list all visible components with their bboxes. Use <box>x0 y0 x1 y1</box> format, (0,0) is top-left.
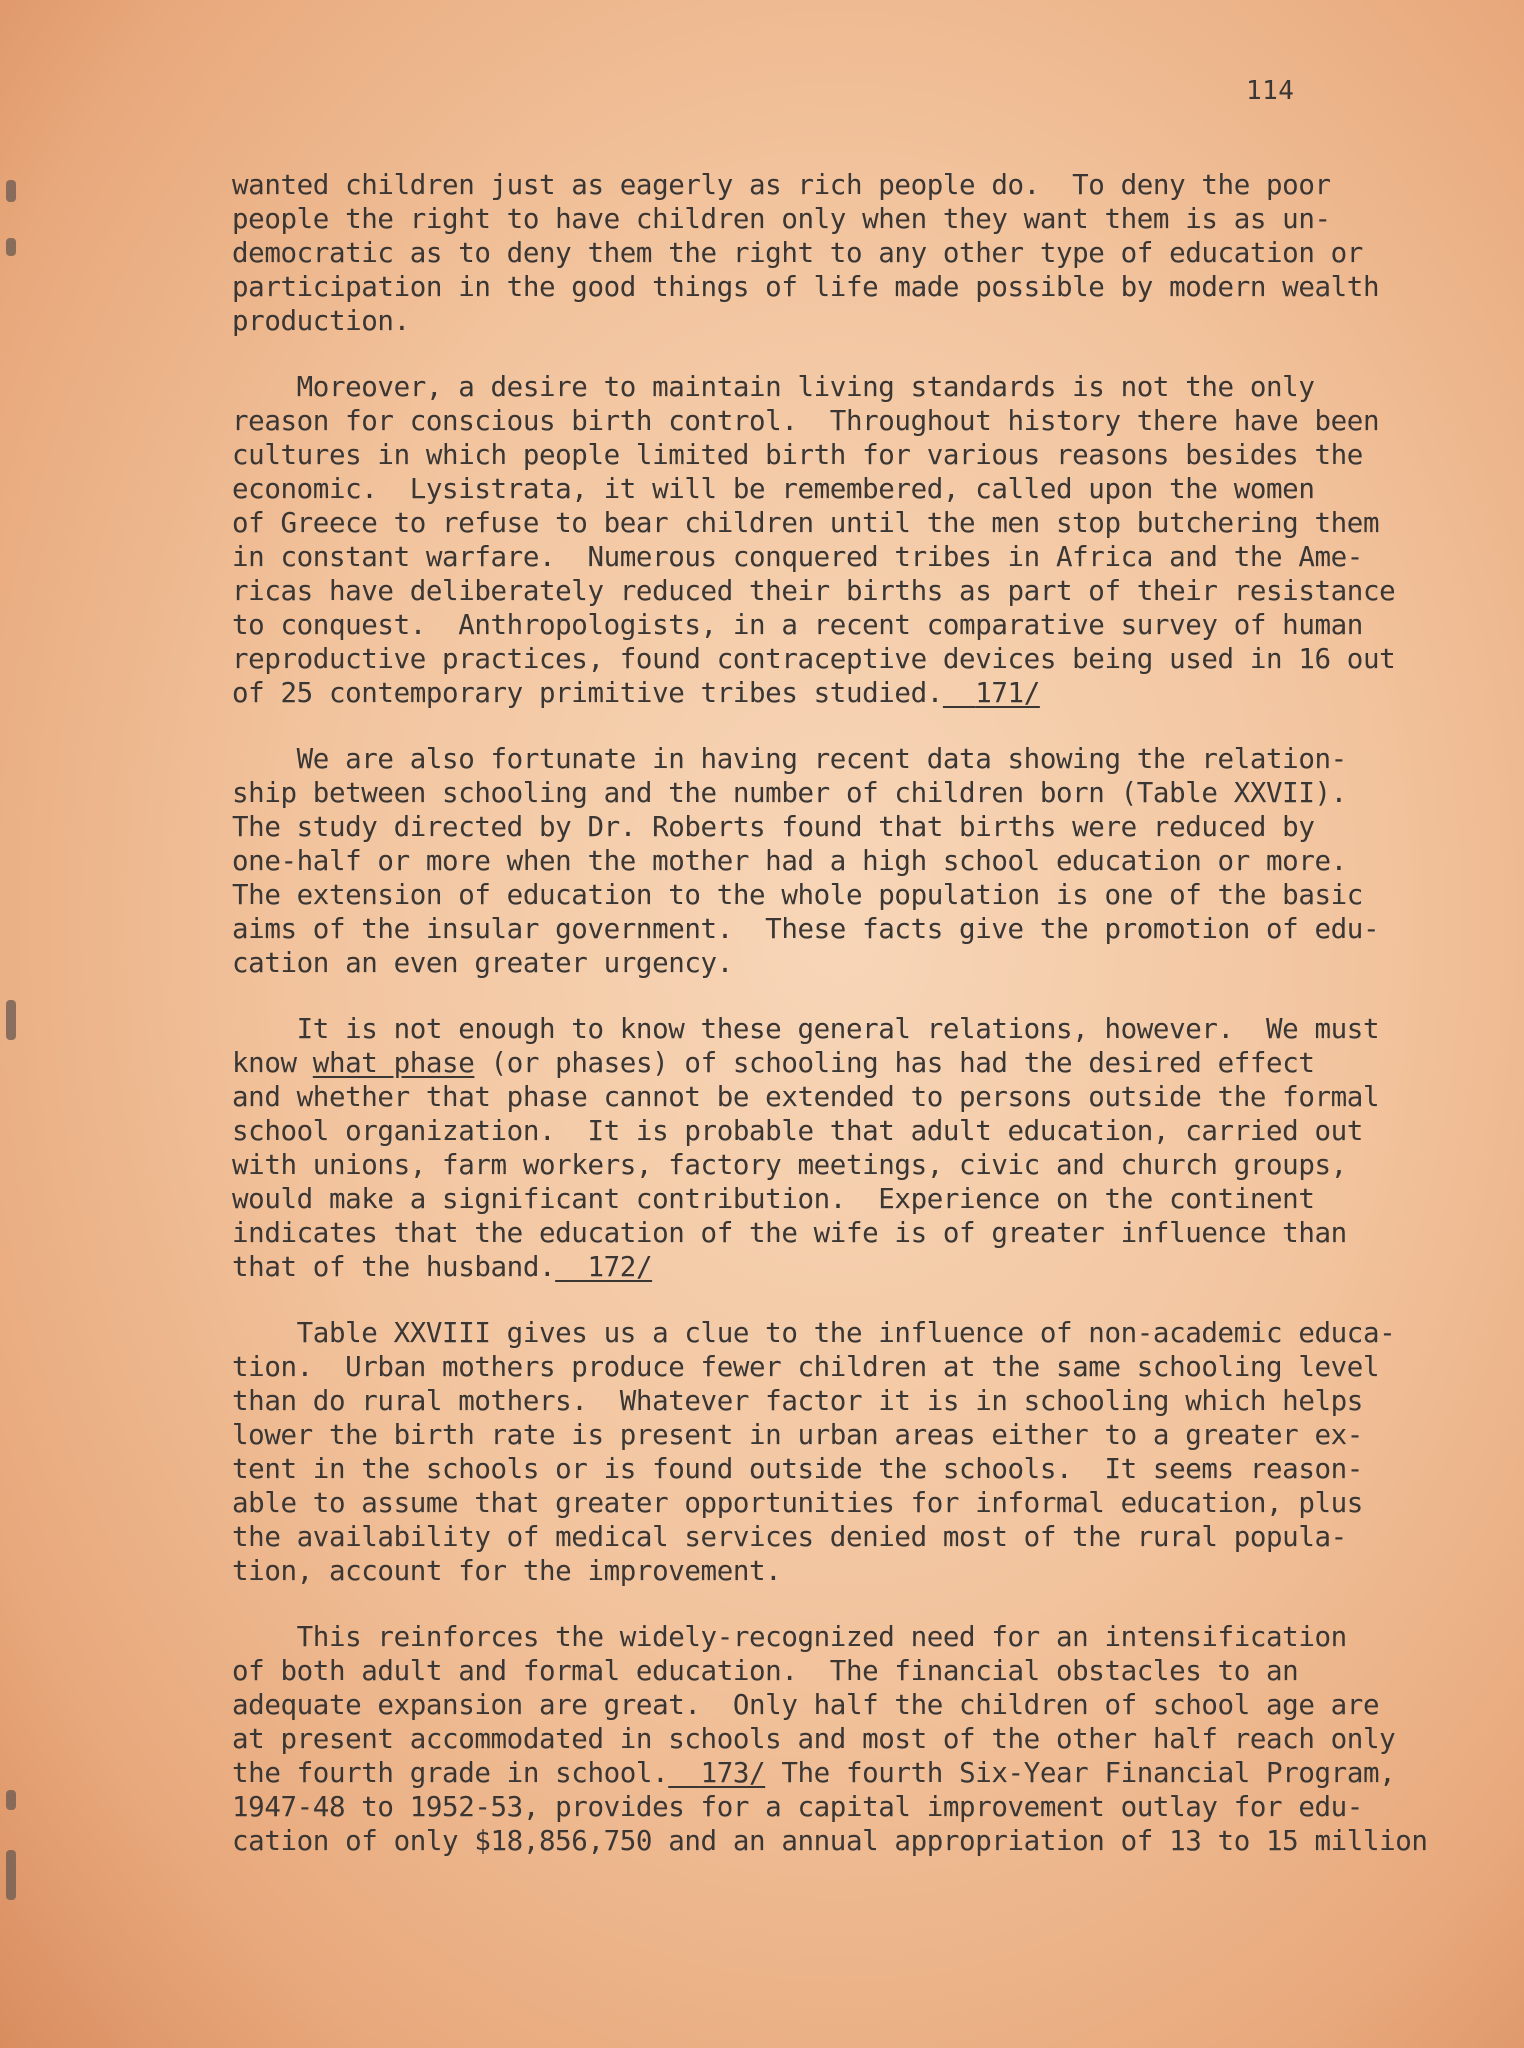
text-line: adequate expansion are great. Only half the children of school age are <box>232 1689 1380 1721</box>
text-line <box>232 1250 1462 1284</box>
text-line: It is not enough to know these general relations, however. We must <box>232 1013 1380 1045</box>
text-line: The extension of education to the whole population is one of the basic <box>232 879 1363 911</box>
binder-hole-mark <box>6 1850 16 1900</box>
text-line: lower the birth rate is present in urban areas either to a greater ex- <box>232 1419 1363 1451</box>
text-line: people the right to have children only when they want them is as un- <box>232 203 1331 235</box>
footnote-number: 171/ <box>975 677 1040 709</box>
text-line: cation of only $18,856,750 and an annual appropriation of 13 to 15 million <box>232 1825 1428 1857</box>
text-line: indicates that the education of the wife is of greater influence than <box>232 1217 1347 1249</box>
text-line: tion, account for the improvement. <box>232 1555 782 1587</box>
binder-hole-mark <box>6 1000 16 1040</box>
paragraph <box>232 1316 1462 1588</box>
text-line: democratic as to deny them the right to any other type of education or <box>232 237 1363 269</box>
text-line <box>232 676 1462 710</box>
text-line: school organization. It is probable that adult education, carried out <box>232 1115 1363 1147</box>
binder-hole-mark <box>6 238 16 256</box>
text-line: one-half or more when the mother had a high school education or more. <box>232 845 1347 877</box>
binder-hole-mark <box>6 180 16 202</box>
paragraph <box>232 1012 1462 1284</box>
paragraph <box>232 370 1462 710</box>
footnote-number: 172/ <box>587 1251 653 1283</box>
text-line: of Greece to refuse to bear children until the men stop butchering them <box>232 507 1380 539</box>
text-line <box>232 1756 1462 1790</box>
text-fragment: know <box>232 1047 313 1079</box>
text-line: would make a significant contribution. Experience on the continent <box>232 1183 1315 1215</box>
text-fragment: The fourth Six-Year Financial Program, <box>765 1757 1396 1789</box>
text-line: in constant warfare. Numerous conquered tribes in Africa and the Ame- <box>232 541 1363 573</box>
text-line: with unions, farm workers, factory meetings, civic and church groups, <box>232 1149 1347 1181</box>
text-line: tent in the schools or is found outside the schools. It seems reason- <box>232 1453 1363 1485</box>
footnote-reference <box>943 677 1040 709</box>
footnote-reference <box>668 1757 765 1789</box>
text-line: cultures in which people limited birth for various reasons besides the <box>232 439 1363 471</box>
paragraph <box>232 1620 1462 1858</box>
text-fragment: (or phases) of schooling has had the desired effect <box>474 1047 1315 1079</box>
text-line: to conquest. Anthropologists, in a recent comparative survey of human <box>232 609 1363 641</box>
text-line <box>232 1046 1462 1080</box>
text-line: ship between schooling and the number of children born (Table XXVII). <box>232 777 1347 809</box>
text-line: and whether that phase cannot be extended to persons outside the formal <box>232 1081 1380 1113</box>
text-fragment: that of the husband. <box>232 1251 556 1283</box>
text-line: the availability of medical services denied most of the rural popula- <box>232 1521 1347 1553</box>
paragraph <box>232 168 1462 338</box>
text-line: able to assume that greater opportunities for informal education, plus <box>232 1487 1363 1519</box>
text-line: ricas have deliberately reduced their births as part of their resistance <box>232 575 1396 607</box>
text-line: wanted children just as eagerly as rich people do. To deny the poor <box>232 169 1331 201</box>
text-fragment: the fourth grade in school. <box>232 1757 669 1789</box>
text-line: at present accommodated in schools and most of the other half reach only <box>232 1723 1396 1755</box>
body-text <box>232 168 1462 1890</box>
text-line: reproductive practices, found contraceptive devices being used in 16 out <box>232 643 1396 675</box>
text-line: The study directed by Dr. Roberts found that births were reduced by <box>232 811 1315 843</box>
text-line: Table XXVIII gives us a clue to the influence of non-academic educa- <box>232 1317 1396 1349</box>
text-line: 1947-48 to 1952-53, provides for a capital improvement outlay for edu- <box>232 1791 1363 1823</box>
page-number: 114 <box>1246 76 1295 106</box>
footnote-reference <box>555 1251 652 1283</box>
text-line: Moreover, a desire to maintain living standards is not the only <box>232 371 1315 403</box>
paragraph <box>232 742 1462 980</box>
text-line: of both adult and formal education. The financial obstacles to an <box>232 1655 1299 1687</box>
binder-hole-mark <box>6 1790 16 1810</box>
text-line: participation in the good things of life made possible by modern wealth <box>232 271 1380 303</box>
text-fragment: of 25 contemporary primitive tribes studied. <box>232 677 943 709</box>
underlined-phrase: what phase <box>312 1047 475 1079</box>
text-line: aims of the insular government. These facts give the promotion of edu- <box>232 913 1380 945</box>
text-line: economic. Lysistrata, it will be remembered, called upon the women <box>232 473 1315 505</box>
text-line: We are also fortunate in having recent data showing the relation- <box>232 743 1347 775</box>
text-line: This reinforces the widely-recognized need for an intensification <box>232 1621 1347 1653</box>
text-line: tion. Urban mothers produce fewer children at the same schooling level <box>232 1351 1380 1383</box>
text-line: cation an even greater urgency. <box>232 947 733 979</box>
text-line: production. <box>232 305 410 337</box>
text-line: reason for conscious birth control. Throughout history there have been <box>232 405 1380 437</box>
text-line: than do rural mothers. Whatever factor it is in schooling which helps <box>232 1385 1363 1417</box>
footnote-number: 173/ <box>700 1757 766 1789</box>
